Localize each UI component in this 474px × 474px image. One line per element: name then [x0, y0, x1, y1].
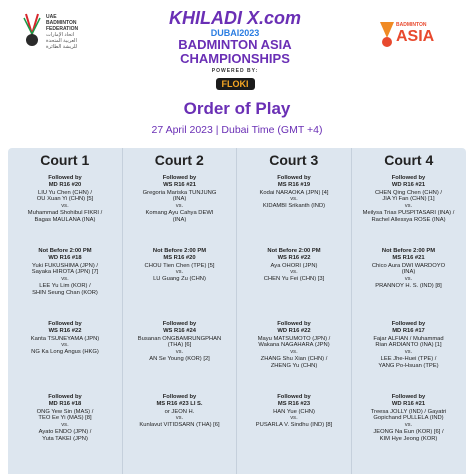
versus-label: vs.: [404, 203, 413, 210]
match-slot: [355, 175, 463, 224]
shuttlecock-mark-icon: [22, 12, 42, 52]
match-slot: [11, 175, 119, 224]
player-line: Bagas MAULANA (INA): [34, 216, 96, 223]
slot-timing: Followed by: [277, 394, 311, 400]
player-line: ZHENG Yu (CHN): [270, 362, 318, 369]
player-line: Aya OHORI (JPN): [270, 262, 318, 269]
match-slot: [126, 321, 234, 363]
match-code: WD R16 #22: [277, 327, 311, 334]
slot-timing: Not Before 2:00 PM: [267, 248, 321, 254]
player-line: Rian ARDIANTO (INA) [1]: [375, 342, 442, 349]
uae-logo-ar-2: العربية المتحدة: [46, 38, 77, 44]
player-line: Meilysa Trias PUSPITASARI (INA) /: [362, 209, 455, 216]
match-code: MD R16 #17: [392, 327, 425, 334]
player-line: ONG Yew Sin (MAS) /: [36, 408, 94, 415]
slot-timing: Followed by: [391, 175, 426, 181]
versus-label: vs.: [175, 269, 184, 276]
versus-label: vs.: [61, 342, 69, 349]
slot-timing: Followed by: [48, 394, 82, 400]
match-code: WS R16 #21: [163, 181, 196, 188]
khiladi-brand: KHILADI X.com: [168, 8, 301, 28]
player-line: (INA): [401, 269, 416, 276]
match-slot: [126, 248, 234, 283]
player-line: CHEN Yu Fei (CHN) [3]: [263, 276, 325, 283]
player-line: OU Xuan Yi (CHN) [5]: [36, 196, 94, 203]
player-line: Treesa JOLLY (IND) / Gayatri: [370, 408, 447, 415]
floki-sponsor-logo: FLOKI: [216, 78, 255, 90]
player-line: Yuta TAKEI (JPN): [42, 435, 88, 442]
player-line: Sayaka HIROTA (JPN) [7]: [31, 269, 99, 276]
match-code: WS R16 #22: [277, 254, 311, 261]
match-slot: [240, 248, 348, 283]
versus-label: vs.: [175, 203, 184, 210]
versus-label: vs.: [290, 415, 298, 422]
court-header: Court 1: [40, 152, 90, 168]
player-line: Gopichand PULLELA (IND): [373, 415, 444, 422]
player-line: Mayu MATSUMOTO (JPN) /: [257, 335, 331, 342]
match-slot: [240, 394, 348, 429]
player-line: (INA): [172, 216, 187, 223]
slot-timing: Not Before 2:00 PM: [381, 248, 436, 254]
court-header: Court 3: [269, 152, 319, 168]
versus-label: vs.: [61, 276, 69, 283]
versus-label: vs.: [404, 276, 413, 283]
player-line: LU Guang Zu (CHN): [153, 276, 206, 283]
match-code: MS R16 #23: [277, 400, 311, 407]
slot-timing: Followed by: [277, 175, 311, 181]
player-line: HAN Yue (CHN): [273, 408, 315, 415]
match-code: WD R16 #21: [391, 181, 426, 188]
player-line: NG Ka Long Angus (HKG): [31, 349, 99, 356]
player-line: or JEON H.: [164, 408, 195, 415]
match-code: MS R16 #21: [392, 254, 425, 261]
date-subtitle: 27 April 2023 | Dubai Time (GMT +4): [151, 124, 323, 136]
shuttlecock-icon: [378, 20, 396, 48]
slot-timing: Followed by: [48, 175, 82, 181]
versus-label: vs.: [175, 415, 184, 422]
match-slot: [240, 175, 348, 210]
court-column-3: [237, 148, 352, 474]
slot-timing: Followed by: [48, 321, 82, 327]
slot-timing: Not Before 2:00 PM: [38, 248, 92, 254]
court-column-2: [123, 148, 238, 474]
match-code: WS R16 #22: [48, 327, 82, 334]
match-slot: [240, 321, 348, 370]
match-code: MD R16 #20: [48, 181, 82, 188]
player-line: ZHANG Shu Xian (CHN) /: [260, 355, 328, 362]
player-line: LEE Jhe-Huei (TPE) /: [380, 355, 437, 362]
player-line: Komang Ayu Cahya DEWI: [145, 209, 214, 216]
slot-timing: Followed by: [162, 175, 197, 181]
versus-label: vs.: [175, 349, 184, 356]
player-line: LEE Yu Lim (KOR) /: [39, 282, 91, 289]
match-code: MS R16 #23 LI S.: [156, 400, 203, 407]
player-line: (THA) [6]: [167, 342, 192, 349]
match-code: MD R16 #18: [48, 400, 82, 407]
versus-label: vs.: [61, 422, 69, 429]
player-line: PRANNOY H. S. (IND) [8]: [375, 282, 442, 289]
powered-by-label: POWERED BY:: [211, 68, 259, 74]
player-line: Kanta TSUNEYAMA (JPN): [30, 335, 100, 342]
uae-badminton-federation-logo: [22, 12, 90, 58]
match-slot: [11, 248, 119, 297]
player-line: Wakana NAGAHARA (JPN): [258, 342, 330, 349]
player-line: Yuki FUKUSHIMA (JPN) /: [31, 262, 99, 269]
player-line: SHIN Seung Chan (KOR): [32, 289, 98, 296]
player-line: Muhammad Shohibul FIKRI /: [27, 209, 103, 216]
slot-timing: Not Before 2:00 PM: [152, 248, 207, 254]
match-code: WS R16 #24: [163, 327, 196, 334]
player-line: AN Se Young (KOR) [2]: [149, 355, 210, 362]
page-title: Order of Play: [183, 99, 291, 118]
player-line: YANG Po-Hsuan (TPE): [378, 362, 439, 369]
versus-label: vs.: [61, 203, 69, 210]
versus-label: vs.: [290, 349, 298, 356]
dubai-2023: DUBAI2023: [210, 28, 260, 38]
player-line: KIDAMBI Srikanth (IND): [262, 203, 326, 210]
slot-timing: Followed by: [391, 394, 426, 400]
uae-logo-ar-3: للريشة الطائرة: [46, 44, 78, 50]
player-line: JIA Yi Fan (CHN) [1]: [382, 196, 435, 203]
slot-timing: Followed by: [277, 321, 311, 327]
match-code: MS R16 #19: [277, 181, 311, 188]
match-slot: [11, 321, 119, 356]
player-line: Kunlavut VITIDSARN (THA) [6]: [139, 422, 220, 429]
versus-label: vs.: [404, 349, 413, 356]
match-code: MS R16 #20: [163, 254, 196, 261]
match-code: WD R16 #18: [48, 254, 82, 261]
player-line: (INA): [172, 196, 187, 203]
badminton-asia-logo: [378, 14, 452, 54]
asia-logo-big-text: ASIA: [396, 28, 435, 45]
match-slot: [355, 321, 463, 370]
player-line: Kodai NARAOKA (JPN) [4]: [259, 189, 329, 196]
slot-timing: Followed by: [391, 321, 426, 327]
player-line: PUSARLA V. Sindhu (IND) [8]: [255, 422, 333, 429]
uae-logo-ar-1: اتحاد الإمارات: [46, 32, 75, 38]
uae-logo-en-1: UAE: [46, 14, 57, 20]
player-line: Chico Aura DWI WARDOYO: [371, 262, 446, 269]
player-line: CHOU Tien Chen (TPE) [5]: [144, 262, 215, 269]
uae-logo-en-3: FEDERATION: [46, 26, 79, 32]
match-slot: [355, 248, 463, 290]
player-line: KIM Hye Jeong (KOR): [379, 435, 438, 442]
championship-logo: [160, 8, 310, 92]
match-slot: [126, 394, 234, 429]
court-column-4: [352, 148, 467, 474]
uae-logo-text: [46, 14, 90, 50]
championship-line-2: CHAMPIONSHIPS: [180, 51, 290, 66]
match-code: WD R16 #21: [391, 400, 426, 407]
court-header: Court 2: [154, 152, 204, 168]
uae-logo-en-2: BADMINTON: [46, 20, 77, 26]
versus-label: vs.: [290, 269, 298, 276]
court-column-1: [8, 148, 123, 474]
player-line: Gregoria Mariska TUNJUNG: [142, 189, 217, 196]
player-line: Fajar ALFIAN / Muhammad: [373, 335, 444, 342]
court-header: Court 4: [384, 152, 434, 168]
slot-timing: Followed by: [162, 321, 197, 327]
match-slot: [126, 175, 234, 224]
versus-label: vs.: [290, 196, 298, 203]
header: [0, 0, 474, 100]
player-line: Ayato ENDO (JPN) /: [38, 428, 92, 435]
player-line: TEO Ee Yi (MAS) [8]: [38, 415, 92, 422]
versus-label: vs.: [404, 422, 413, 429]
player-line: LIU Yu Chen (CHN) /: [37, 189, 93, 196]
player-line: CHEN Qing Chen (CHN) /: [374, 189, 442, 196]
player-line: JEONG Na Eun (KOR) [6] /: [373, 428, 444, 435]
slot-timing: Followed by: [162, 394, 197, 400]
player-line: Busanan ONGBAMRUNGPHAN: [137, 335, 222, 342]
championship-line-1: BADMINTON ASIA: [178, 37, 292, 52]
player-line: Rachel Allessya ROSE (INA): [371, 216, 446, 223]
match-slot: [355, 394, 463, 443]
asia-logo-small-text: BADMINTON: [396, 22, 427, 28]
order-of-play-board: [8, 148, 466, 474]
match-slot: [11, 394, 119, 443]
